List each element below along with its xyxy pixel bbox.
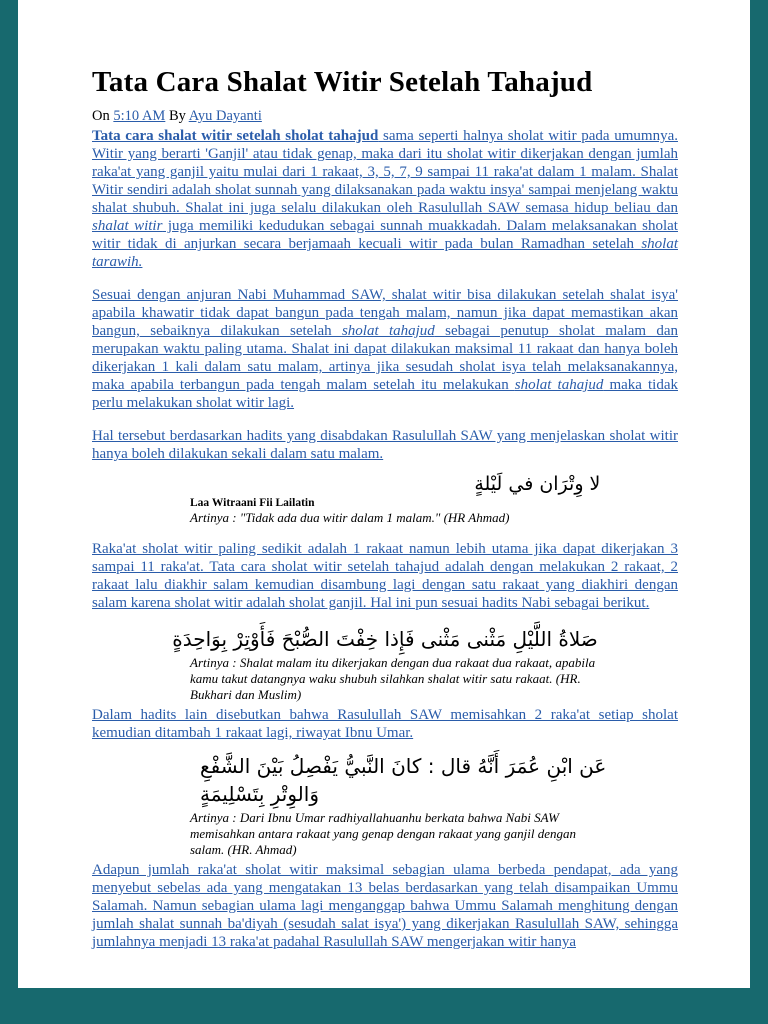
post-time-link[interactable]: 5:10 AM (113, 108, 166, 124)
hadith-meaning-text: Artinya : Dari Ibnu Umar radhiyallahuanhu berkata bahwa Nabi SAW memisahkan antara rakaat yang genap dengan rakaat yang ganjil dengan salam. (HR. Ahmad) (190, 810, 576, 857)
document-page (18, 0, 750, 988)
paragraph (92, 127, 678, 271)
paragraph-text: maka tidak perlu melakukan sholat witir lagi. (92, 377, 678, 411)
arabic-hadith-text: عَن ابْنِ عُمَرَ أَنَّهُ قال : كانَ النَّبيُّ يَفْصِلُ بَيْنَ الشَّفْعِ وَالوِتْرِ بِتَسْلِيمَةٍ (200, 754, 607, 806)
paragraph (92, 706, 678, 742)
arabic-hadith-text: لا وِتْرَان في لَيْلةٍ (474, 473, 601, 495)
paragraph (92, 286, 678, 412)
paragraph-lead-bold: Tata cara shalat witir setelah sholat tahajud (92, 128, 379, 144)
paragraph-text: Sesuai dengan anjuran Nabi Muhammad SAW, shalat witir bisa dilakukan setelah shalat isya' apabila khawatir tidak dapat bangun pada tengah malam, namun jika dapat memastikan akan bangun, sebaiknya dilakukan setelah (92, 287, 678, 339)
paragraph-italic-term: sholat tahajud (341, 323, 435, 339)
paragraph-italic-term: sholat tarawih. (92, 236, 678, 270)
paragraph (92, 427, 678, 463)
hadith-meaning-text: Artinya : "Tidak ada dua witir dalam 1 malam." (HR Ahmad) (190, 510, 510, 525)
paragraph-text: sebagai penutup sholat malam dan merupakan waktu paling utama. Shalat ini dapat dilakukan maksimal 11 rakaat dan hanya boleh dikerjakan 1 kali dalam satu malam, artinya jika sesudah sholat isya telah melaksanakannya, maka apabila terbangun pada tengah malam setelah itu melakukan (92, 323, 678, 393)
paragraph-text: sama seperti halnya sholat witir pada umumnya. Witir yang berarti 'Ganjil' atau tidak genap, maka dari itu sholat witir dikerjakan dengan jumlah raka'at yang ganjil yaitu mulai dari 1 rakaat, 3, 5, 7, 9 sampai 11 raka'at dalam 1 malam. Shalat Witir sendiri adalah sholat sunnah yang dilaksanakan pada waktu insya' sampai menjelang waktu shalat shubuh. Shalat ini juga selalu dilakukan oleh Rasulullah SAW semasa hidup beliau dan (92, 128, 678, 216)
article-title: Tata Cara Shalat Witir Setelah Tahajud (92, 66, 593, 98)
article-content (92, 127, 678, 951)
arabic-hadith-text: صَلاةُ اللَّيْلِ مَثْنى مَثْنى فَإِذا خِفْتَ الصُّبْحَ فَأَوْتِرْ بِوَاحِدَةٍ (172, 627, 598, 651)
byline (92, 108, 678, 125)
paragraph (92, 540, 678, 612)
hadith-translation-block (190, 497, 678, 526)
paragraph-text: Dalam hadits lain disebutkan bahwa Rasulullah SAW memisahkan 2 raka'at setiap sholat kemudian ditambah 1 rakaat lagi, riwayat Ibnu Umar. (92, 707, 678, 741)
hadith-translation-block (190, 655, 678, 703)
paragraph (92, 861, 678, 951)
article-body (18, 0, 750, 951)
hadith-transliteration-title: Laa Witraani Fii Lailatin (190, 497, 315, 509)
hadith-meaning-text: Artinya : Shalat malam itu dikerjakan dengan dua rakaat dua rakaat, apabila kamu takut datangnya waku shubuh silahkan shalat witir satu rakaat. (HR. Bukhari dan Muslim) (190, 655, 596, 702)
hadith-translation-block (190, 810, 678, 858)
paragraph-italic-term: shalat witir (92, 218, 163, 234)
paragraph-text: Adapun jumlah raka'at sholat witir maksimal sebagian ulama berbeda pendapat, ada yang menyebut sebelas ada yang mengatakan 13 belas berdasarkan yang telah disampaikan Ummu Salamah. Namun sebagian ulama lagi menganggap bahwa Ummu Salamah menghitung dengan jumlah shalat sunnah ba'diyah (sesudah salat isya') yang dikerjakan Rasulullah SAW, sehingga jumlahnya menjadi 13 raka'at padahal Rasulullah SAW mengerjakan witir hanya (92, 862, 678, 950)
paragraph-text: Hal tersebut berdasarkan hadits yang disabdakan Rasulullah SAW yang menjelaskan sholat witir hanya boleh dilakukan sekali dalam satu malam. (92, 428, 678, 462)
paragraph-italic-term: sholat tahajud (514, 377, 604, 393)
byline-on-label: On (92, 108, 114, 124)
byline-by-label: By (165, 108, 189, 124)
paragraph-text: Raka'at sholat witir paling sedikit adalah 1 rakaat namun lebih utama jika dapat dikerjakan 3 sampai 11 raka'at. Tata cara sholat witir setelah tahajud adalah dengan melakukan 2 rakaat, 2 rakaat lalu diakhir salam kemudian disambung lagi dengan satu rakaat yang diakhiri dengan salam karena sholat witir adalah sholat ganjil. Hal ini pun sesuai hadits Nabi sebagai berikut. (92, 541, 678, 611)
author-link[interactable]: Ayu Dayanti (188, 108, 262, 124)
paragraph-text: juga memiliki kedudukan sebagai sunnah muakkadah. Dalam melaksanakan sholat witir tidak di anjurkan secara berjamaah kecuali witir pada bulan Ramadhan setelah (92, 218, 678, 252)
